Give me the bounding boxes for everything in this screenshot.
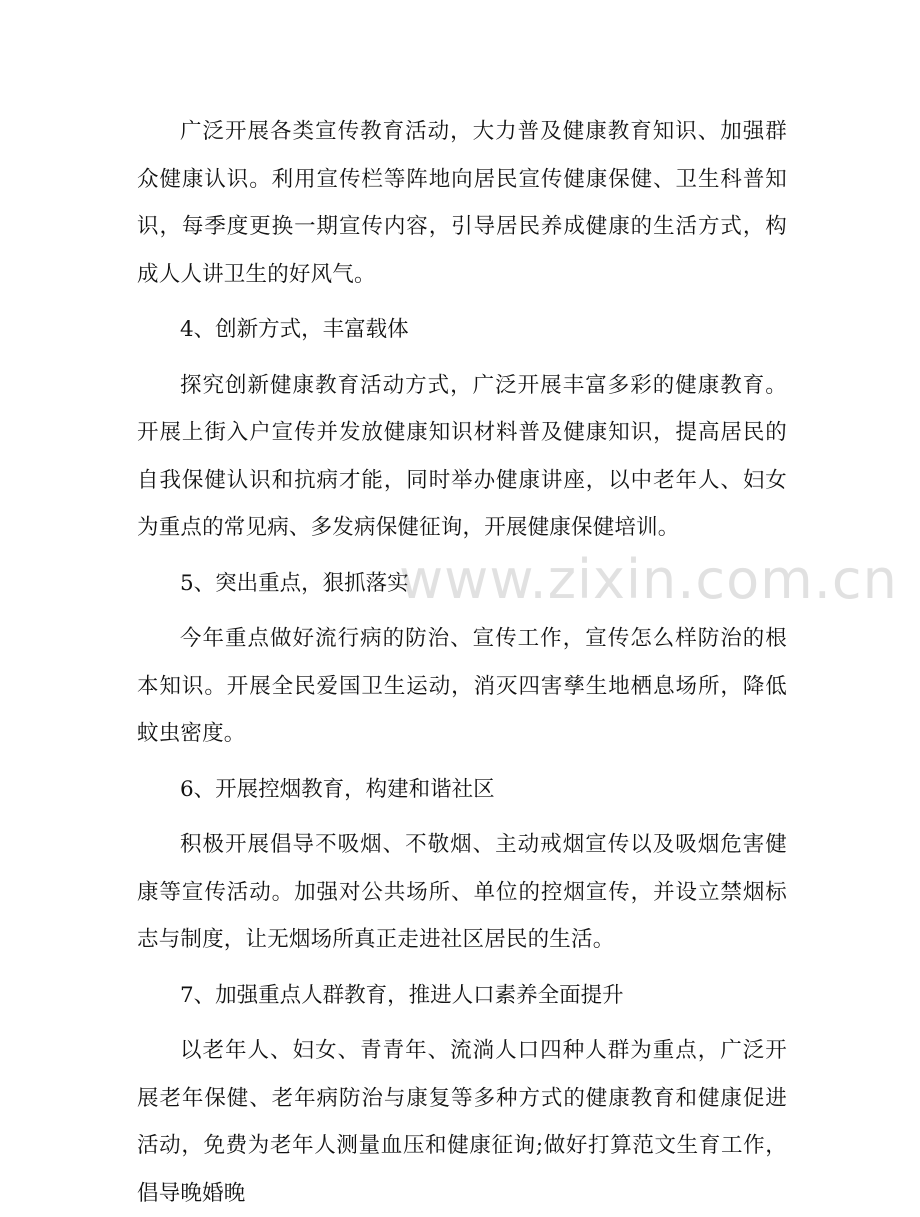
section-heading-6: 6、开展控烟教育，构建和谐社区 [180, 776, 495, 802]
document-body [137, 108, 787, 1217]
section-heading-7: 7、加强重点人群教育，推进人口素养全面提升 [180, 982, 624, 1008]
paragraph-tobacco-control: 积极开展倡导不吸烟、不敬烟、主动戒烟宣传以及吸烟危害健康等宣传活动。加强对公共场所、单位的控烟宣传，并设立禁烟标志与制度，让无烟场所真正走进社区居民的生活。 [137, 832, 787, 952]
section-heading-5: 5、突出重点，狠抓落实 [180, 570, 409, 596]
section-heading-4: 4、创新方式，丰富载体 [180, 317, 409, 342]
paragraph-innovative-methods: 探究创新健康教育活动方式，广泛开展丰富多彩的健康教育。开展上街入户宣传并发放健康知识材料普及健康知识，提高居民的自我保健认识和抗病才能，同时举办健康讲座，以中老年人、妇女为重点的常见病、多发病保健征询，开展健康保健培训。 [137, 372, 787, 540]
paragraph-disease-prevention: 今年重点做好流行病的防治、宣传工作，宣传怎么样防治的根本知识。开展全民爱国卫生运动，消灭四害孳生地栖息场所，降低蚊虫密度。 [137, 626, 787, 746]
watermark: www.zixin.com.cn [399, 548, 898, 611]
paragraph-key-groups: 以老年人、妇女、青青年、流淌人口四种人群为重点，广泛开展老年保健、老年病防治与康复等多种方式的健康教育和健康促进活动，免费为老年人测量血压和健康征询;做好打算范文生育工作，倡导晚婚晚 [137, 1038, 787, 1206]
paragraph-health-education-activities: 广泛开展各类宣传教育活动，大力普及健康教育知识、加强群众健康认识。利用宣传栏等阵地向居民宣传健康保健、卫生科普知识，每季度更换一期宣传内容，引导居民养成健康的生活方式，构成人人讲卫生的好风气。 [137, 119, 787, 287]
